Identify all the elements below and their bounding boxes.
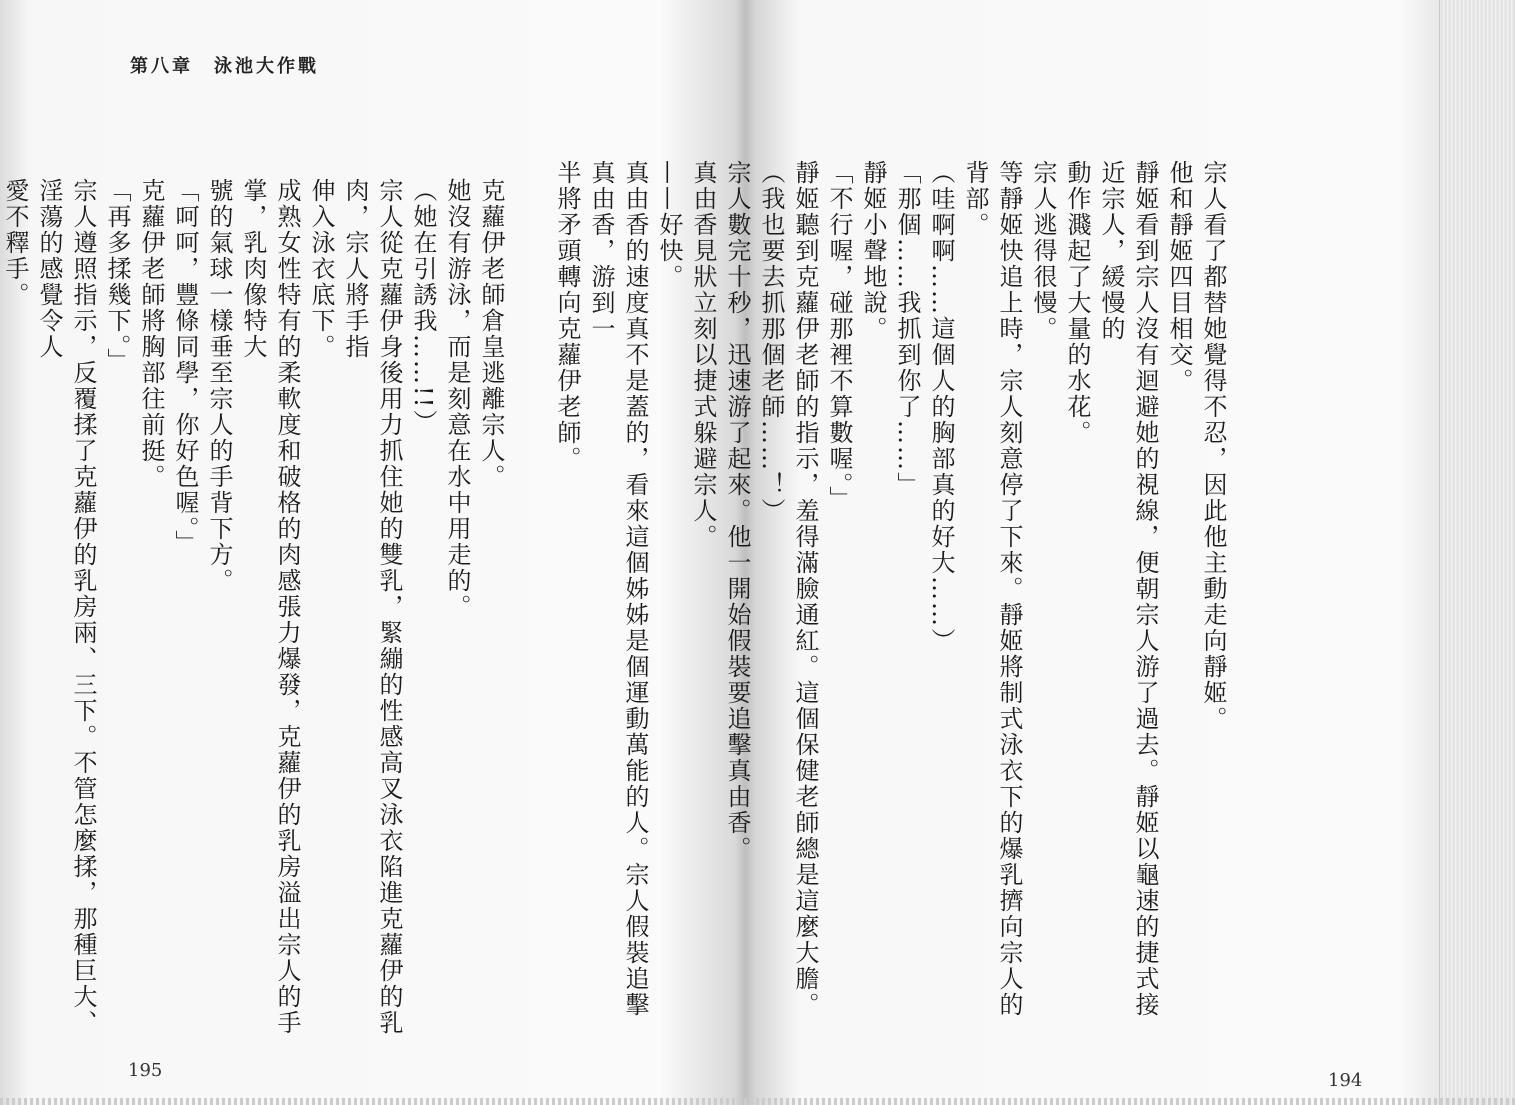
text-column: 「再多揉幾下。」 bbox=[103, 178, 131, 374]
text-column: 半將矛頭轉向克蘿伊老師。 bbox=[553, 160, 581, 472]
page-number-left: 195 bbox=[128, 1060, 163, 1081]
text-column: 愛不釋手。 bbox=[1, 178, 29, 308]
text-column: 「呵呵，豐條同學，你好色喔。」 bbox=[171, 178, 199, 556]
text-column: 「那個……我抓到你了……」 bbox=[893, 160, 921, 498]
text-column: 宗人數完十秒，迅速游了起來。他一開始假裝要追擊真由香。 bbox=[723, 160, 751, 862]
text-column: 真由香的速度真不是蓋的，看來這個姊姊是個運動萬能的人。宗人假裝追擊真由香，游到一 bbox=[587, 160, 649, 1018]
text-column: 成熟女性特有的柔軟度和破格的肉感張力爆發，克蘿伊的乳房溢出宗人的手掌，乳肉像特大 bbox=[239, 178, 301, 1036]
text-column: 「不行喔，碰那裡不算數喔。」 bbox=[825, 160, 853, 512]
text-column: 她沒有游泳，而是刻意在水中用走的。 bbox=[443, 178, 471, 620]
scan-edge bbox=[0, 1098, 1515, 1105]
text-column: 宗人逃得很慢。 bbox=[1029, 160, 1057, 342]
text-column: 宗人從克蘿伊身後用力抓住她的雙乳，緊繃的性感高叉泳衣陷進克蘿伊的乳肉，宗人將手指 bbox=[341, 178, 403, 1036]
text-column: 靜姬小聲地說。 bbox=[859, 160, 887, 342]
page-number-right: 194 bbox=[1328, 1070, 1363, 1091]
text-column: （她在引誘我……!!） bbox=[409, 178, 437, 436]
chapter-header: 第八章 泳池大作戰 bbox=[130, 56, 319, 77]
text-column: 號的氣球一樣垂至宗人的手背下方。 bbox=[205, 178, 233, 594]
page-stack-edge bbox=[1439, 0, 1515, 1105]
text-column: 伸入泳衣底下。 bbox=[307, 178, 335, 360]
right-page-text bbox=[553, 160, 1230, 1030]
text-column: 等靜姬快追上時，宗人刻意停了下來。靜姬將制式泳衣下的爆乳擠向宗人的背部。 bbox=[961, 160, 1023, 1018]
text-column: 他和靜姬四目相交。 bbox=[1165, 160, 1193, 394]
text-column: 宗人遵照指示，反覆揉了克蘿伊的乳房兩、三下。不管怎麼揉，那種巨大、淫蕩的感覺令人 bbox=[35, 178, 97, 1036]
text-column: （哇啊啊……這個人的胸部真的好大……） bbox=[927, 160, 955, 654]
text-column: ——好快。 bbox=[655, 160, 683, 290]
text-column: 靜姬聽到克蘿伊老師的指示，羞得滿臉通紅。這個保健老師總是這麼大膽。 bbox=[791, 160, 819, 1018]
text-column: 宗人看了都替她覺得不忍，因此他主動走向靜姬。 bbox=[1199, 160, 1227, 732]
text-column: 動作濺起了大量的水花。 bbox=[1063, 160, 1091, 446]
text-column: 克蘿伊老師將胸部往前挺。 bbox=[137, 178, 165, 490]
left-page-text bbox=[1, 178, 508, 1048]
text-column: 靜姬看到宗人沒有迴避她的視線，便朝宗人游了過去。靜姬以龜速的捷式接近宗人，緩慢的 bbox=[1097, 160, 1159, 1018]
text-column: （我也要去抓那個老師……！） bbox=[757, 160, 785, 524]
text-column: 克蘿伊老師倉皇逃離宗人。 bbox=[477, 178, 505, 490]
text-column: 真由香見狀立刻以捷式躲避宗人。 bbox=[689, 160, 717, 550]
